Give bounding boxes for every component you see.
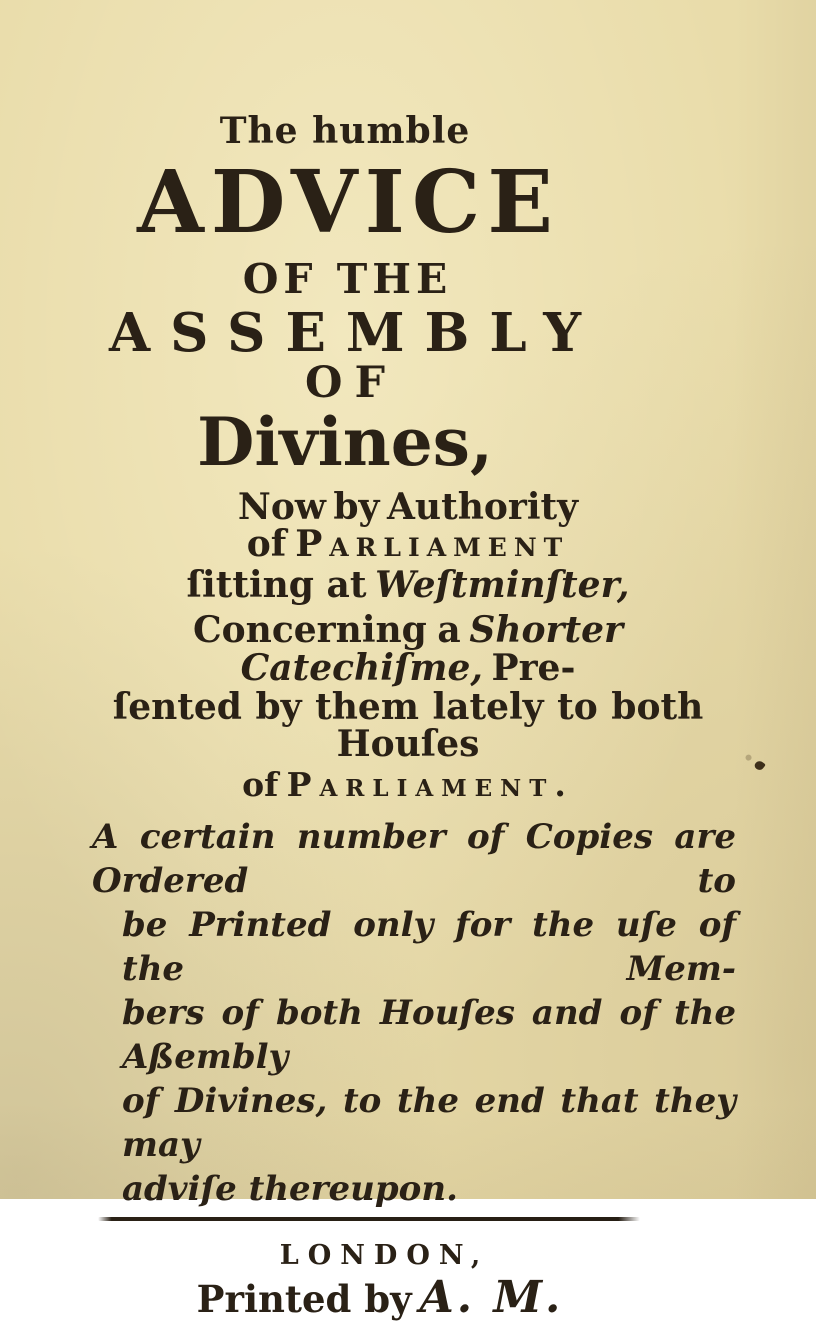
imprint-printer-line — [85, 1273, 675, 1323]
printed-by-text: Printed by — [196, 1276, 412, 1321]
main-title: ADVICE — [137, 151, 560, 253]
of-line: OF — [305, 357, 397, 408]
half-title-line: The humble — [219, 110, 471, 152]
assembly-line: ASSEMBLY — [108, 301, 602, 364]
parliament-smallcaps-2: Parliament. — [286, 765, 574, 805]
authority-line-5 — [84, 765, 732, 805]
authority-line-2 — [84, 564, 732, 607]
printer-initials: A. M. — [419, 1271, 564, 1323]
authority-line-4: ſented by them lately to both Houſes — [112, 685, 704, 766]
headline-group — [85, 110, 605, 481]
authority-line-3 — [84, 609, 732, 689]
of-the-line: OF THE — [242, 254, 453, 303]
authority-line-3-roman-a: Concerning a — [193, 609, 461, 652]
authority-line-1 — [84, 485, 732, 566]
order-note-line-5: adviſe thereupon. — [122, 1168, 458, 1209]
parliament-smallcaps: Parliament — [295, 523, 570, 566]
authority-line-1-roman: Now by Authority of — [237, 485, 579, 566]
order-note — [92, 815, 736, 1211]
imprint-city: LONDON, — [279, 1239, 490, 1271]
order-note-line-1: A certain number of Copies are Ordered to — [92, 816, 736, 901]
order-note-line-3: bers of both Houſes and of the Aßembly — [122, 992, 736, 1077]
authority-line-2-roman: ſitting at — [186, 564, 367, 607]
authority-line-3-roman-b: Pre- — [491, 646, 576, 689]
authority-line-5-roman: of — [242, 765, 279, 805]
divider-rule — [98, 1217, 640, 1221]
shorter-catechisme-italic: Shorter Catechiſme, — [240, 609, 623, 689]
order-note-line-2: be Printed only for the uſe of the Mem- — [122, 904, 736, 989]
ink-speck — [753, 759, 766, 772]
imprint — [85, 1240, 675, 1323]
divines-line: Divines, — [197, 402, 493, 481]
westminster-italic: Weſtminſter, — [375, 564, 630, 607]
order-note-line-4: of Divines, to the end that they may — [122, 1080, 736, 1165]
authority-statement — [84, 485, 732, 805]
